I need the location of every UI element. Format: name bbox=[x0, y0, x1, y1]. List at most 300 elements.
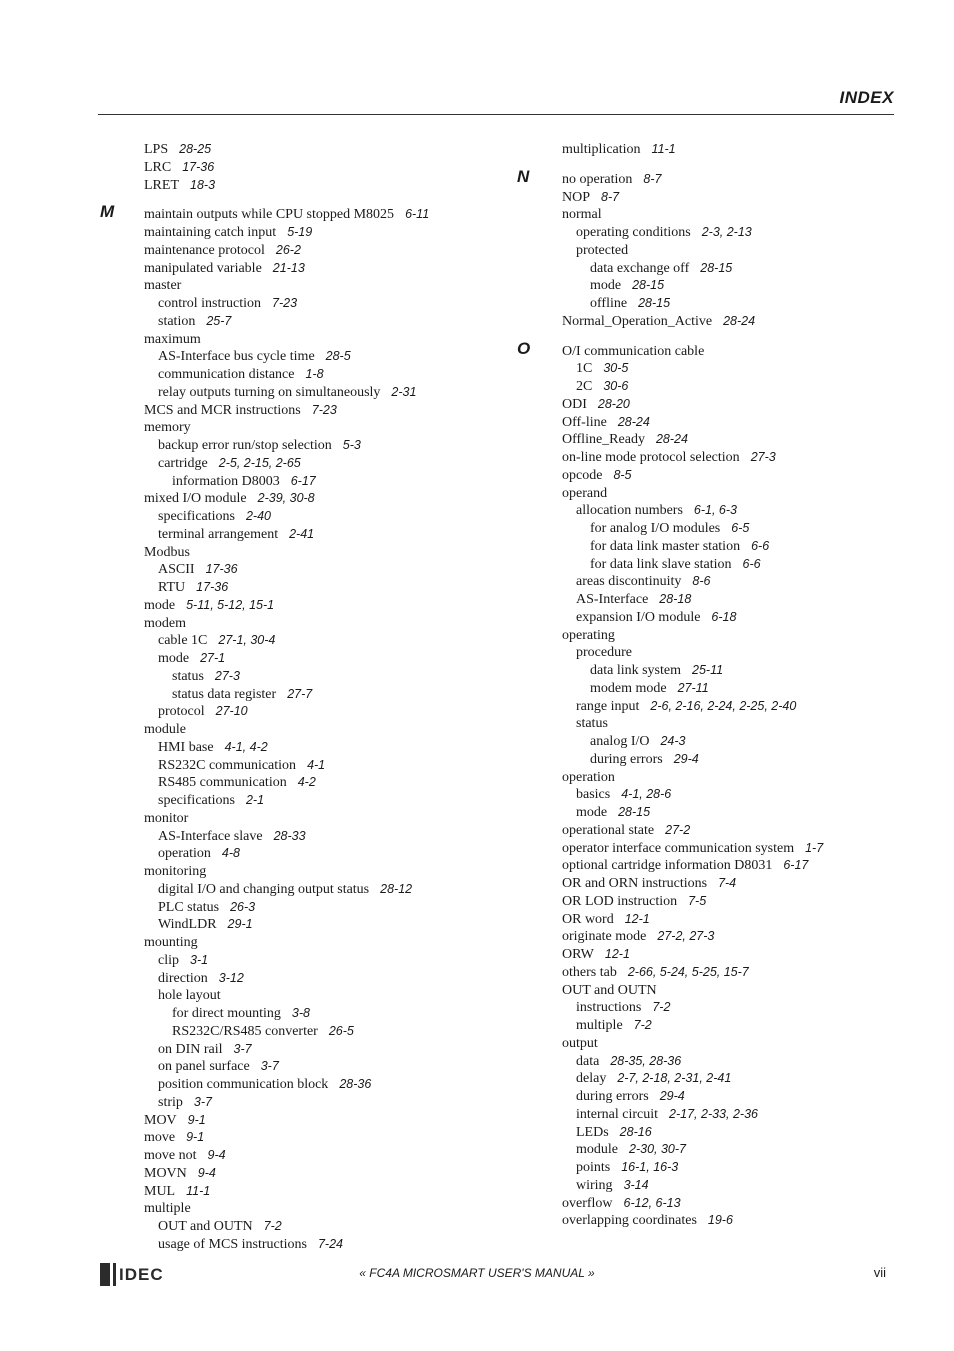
index-term: MUL bbox=[144, 1183, 176, 1199]
index-term: NOP bbox=[562, 189, 591, 205]
index-page-ref: 28-20 bbox=[597, 396, 630, 411]
index-term: 2C bbox=[576, 379, 593, 394]
index-entry bbox=[562, 893, 902, 911]
index-term: LPS bbox=[144, 142, 169, 157]
index-term: output bbox=[562, 1035, 598, 1051]
index-term: backup error run/stop selection bbox=[158, 438, 332, 453]
index-entry bbox=[144, 863, 514, 881]
index-page-ref: 2-7, 2-18, 2-31, 2-41 bbox=[617, 1071, 732, 1086]
index-entry bbox=[562, 911, 902, 929]
index-term: MOVN bbox=[144, 1165, 187, 1181]
index-page-ref: 28-12 bbox=[380, 881, 413, 896]
index-entry bbox=[562, 1177, 902, 1195]
index-term: status data register bbox=[172, 686, 277, 702]
index-entry bbox=[144, 916, 514, 934]
index-term: ODI bbox=[562, 396, 587, 412]
index-entry bbox=[144, 419, 514, 437]
index-entry bbox=[144, 224, 514, 242]
index-page-ref: 2-17, 2-33, 2-36 bbox=[669, 1106, 758, 1121]
index-term: mode bbox=[576, 805, 608, 820]
index-term: MOV bbox=[144, 1112, 177, 1128]
index-page-ref: 12-1 bbox=[624, 911, 650, 926]
index-term: on DIN rail bbox=[158, 1041, 223, 1057]
index-page-ref: 6-12, 6-13 bbox=[623, 1195, 681, 1210]
index-page-ref: 7-23 bbox=[272, 296, 298, 310]
index-page-ref: 27-11 bbox=[677, 680, 709, 695]
index-term: OR LOD instruction bbox=[562, 893, 678, 909]
index-term: multiplication bbox=[562, 142, 641, 157]
index-entry bbox=[144, 277, 514, 295]
index-entry bbox=[562, 206, 902, 224]
index-term: on-line mode protocol selection bbox=[562, 450, 740, 465]
index-term: operational state bbox=[562, 822, 655, 838]
page-number: vii bbox=[873, 1265, 886, 1280]
index-entry bbox=[144, 402, 514, 420]
index-page-ref: 9-4 bbox=[197, 1165, 216, 1180]
index-term: originate mode bbox=[562, 929, 647, 945]
index-term: Off-line bbox=[562, 414, 607, 430]
index-entry bbox=[144, 384, 514, 402]
index-entry bbox=[562, 1141, 902, 1159]
index-entry bbox=[562, 644, 902, 662]
index-page-ref: 21-13 bbox=[272, 260, 305, 275]
index-entry bbox=[144, 561, 514, 579]
index-page-ref: 6-17 bbox=[290, 473, 316, 488]
index-term: operating conditions bbox=[576, 225, 691, 240]
index-term: modem mode bbox=[590, 680, 667, 696]
index-page-ref: 28-15 bbox=[632, 278, 665, 293]
index-term: operation bbox=[158, 846, 211, 862]
index-entry bbox=[144, 597, 514, 615]
index-term: operation bbox=[562, 769, 615, 785]
index-entry bbox=[562, 360, 902, 378]
index-term: RS232C communication bbox=[158, 757, 297, 773]
index-entry bbox=[562, 1035, 902, 1053]
index-entry bbox=[144, 792, 514, 810]
index-term: expansion I/O module bbox=[576, 609, 701, 625]
index-term: MCS and MCR instructions bbox=[144, 402, 301, 418]
index-page-ref: 6-11 bbox=[405, 207, 430, 222]
index-term: ORW bbox=[562, 947, 594, 962]
index-entry bbox=[562, 538, 902, 556]
index-term: offline bbox=[590, 296, 628, 311]
index-entry bbox=[562, 946, 902, 964]
index-entry bbox=[562, 1106, 902, 1124]
index-page-ref: 9-4 bbox=[207, 1148, 226, 1162]
index-entry bbox=[562, 1195, 902, 1213]
index-term: allocation numbers bbox=[576, 503, 683, 519]
index-entry bbox=[144, 1094, 514, 1112]
index-entry bbox=[144, 295, 514, 313]
index-page-ref: 3-7 bbox=[193, 1094, 212, 1109]
index-term: for direct mounting bbox=[172, 1006, 281, 1021]
index-term: hole layout bbox=[158, 988, 221, 1004]
index-page-ref: 3-1 bbox=[190, 952, 209, 967]
index-page-ref: 6-5 bbox=[731, 521, 750, 535]
index-entry bbox=[144, 242, 514, 260]
index-entry bbox=[144, 1023, 514, 1041]
index-term: specifications bbox=[158, 509, 235, 524]
index-page-ref: 12-1 bbox=[604, 947, 630, 961]
index-term: direction bbox=[158, 970, 208, 986]
index-term: ASCII bbox=[158, 562, 195, 578]
index-entry bbox=[144, 1200, 514, 1218]
section-letter-m: M bbox=[100, 202, 115, 221]
index-term: operator interface communication system bbox=[562, 840, 795, 856]
index-entry bbox=[562, 840, 902, 858]
index-page-ref: 3-14 bbox=[623, 1177, 649, 1192]
index-term: terminal arrangement bbox=[158, 526, 279, 542]
index-entry bbox=[144, 1112, 514, 1130]
index-entry bbox=[562, 242, 902, 260]
index-entry bbox=[144, 632, 514, 650]
index-page-ref: 28-25 bbox=[179, 142, 212, 156]
index-term: operand bbox=[562, 485, 608, 501]
index-entry bbox=[144, 1236, 514, 1254]
index-page-ref: 3-12 bbox=[218, 970, 244, 985]
index-term: analog I/O bbox=[590, 734, 650, 749]
index-entry bbox=[562, 141, 902, 159]
index-page-ref: 4-2 bbox=[297, 775, 316, 790]
index-term: no operation bbox=[562, 171, 633, 187]
index-page-ref: 19-6 bbox=[707, 1213, 733, 1228]
index-page-ref: 28-24 bbox=[723, 313, 756, 328]
index-entry bbox=[144, 739, 514, 757]
index-entry bbox=[144, 881, 514, 899]
index-entry bbox=[144, 1041, 514, 1059]
index-entry bbox=[144, 313, 514, 331]
index-term: position communication block bbox=[158, 1077, 329, 1092]
index-page-ref: 5-3 bbox=[342, 438, 361, 452]
index-term: relay outputs turning on simultaneously bbox=[158, 384, 381, 400]
index-term: procedure bbox=[576, 645, 632, 661]
index-page-ref: 27-7 bbox=[287, 686, 313, 701]
index-page-ref: 9-1 bbox=[187, 1112, 206, 1127]
index-page-ref: 6-17 bbox=[783, 858, 809, 873]
index-page-ref: 7-5 bbox=[688, 893, 707, 908]
index-entry bbox=[562, 1053, 902, 1071]
index-page-ref: 2-1 bbox=[245, 793, 265, 807]
idec-logo-text: IDEC bbox=[119, 1264, 164, 1284]
index-term: move not bbox=[144, 1148, 197, 1163]
index-entry bbox=[562, 467, 902, 485]
index-term: data exchange off bbox=[590, 260, 690, 276]
index-term: LEDs bbox=[576, 1124, 609, 1140]
index-entry bbox=[562, 822, 902, 840]
section-letter-n: N bbox=[517, 167, 530, 186]
index-page-ref: 17-36 bbox=[196, 580, 229, 594]
index-term: for analog I/O modules bbox=[590, 521, 721, 536]
index-entry bbox=[144, 970, 514, 988]
index-term: OR and ORN instructions bbox=[562, 876, 708, 891]
index-term: station bbox=[158, 313, 196, 329]
index-term: WindLDR bbox=[158, 917, 217, 933]
index-entry bbox=[562, 556, 902, 574]
index-entry bbox=[144, 1183, 514, 1201]
index-entry bbox=[144, 668, 514, 686]
index-entry bbox=[144, 686, 514, 704]
page-header-title: INDEX bbox=[839, 88, 894, 107]
index-page-ref: 8-7 bbox=[643, 171, 662, 186]
index-term: instructions bbox=[576, 1000, 642, 1016]
index-entry bbox=[144, 650, 514, 668]
index-entry bbox=[562, 573, 902, 591]
index-page-ref: 29-1 bbox=[227, 917, 253, 932]
index-term: multiple bbox=[144, 1201, 191, 1217]
index-column-right bbox=[562, 141, 902, 1230]
index-entry bbox=[144, 508, 514, 526]
index-term: O/I communication cable bbox=[562, 343, 705, 359]
index-entry bbox=[144, 206, 514, 224]
index-page-ref: 1-8 bbox=[305, 367, 324, 381]
index-term: maximum bbox=[144, 331, 201, 347]
index-page-ref: 27-10 bbox=[215, 704, 248, 719]
index-page-ref: 27-2, 27-3 bbox=[657, 929, 715, 944]
index-page-ref: 11-1 bbox=[651, 142, 676, 156]
index-entry bbox=[562, 414, 902, 432]
index-page-ref: 6-6 bbox=[742, 556, 761, 571]
index-entry bbox=[144, 757, 514, 775]
index-term: module bbox=[144, 722, 186, 737]
index-entry bbox=[562, 485, 902, 503]
index-entry bbox=[562, 189, 902, 207]
index-page-ref: 28-15 bbox=[700, 260, 733, 275]
index-term: protected bbox=[576, 242, 629, 258]
index-entry bbox=[562, 680, 902, 698]
index-page-ref: 7-24 bbox=[317, 1236, 343, 1251]
index-term: modem bbox=[144, 615, 186, 631]
index-term: mode bbox=[590, 278, 622, 294]
index-entry bbox=[562, 396, 902, 414]
index-term: Normal_Operation_Active bbox=[562, 313, 713, 329]
index-page-ref: 4-1 bbox=[307, 757, 326, 772]
index-term: Modbus bbox=[144, 544, 190, 560]
index-entry bbox=[144, 1005, 514, 1023]
index-entry bbox=[144, 141, 514, 159]
index-entry bbox=[144, 366, 514, 384]
index-term: Offline_Ready bbox=[562, 432, 645, 448]
index-entry bbox=[144, 1058, 514, 1076]
index-page-ref: 28-5 bbox=[325, 349, 351, 364]
index-entry bbox=[562, 857, 902, 875]
index-term: data bbox=[576, 1053, 600, 1069]
index-term: points bbox=[576, 1160, 611, 1175]
index-entry bbox=[562, 733, 902, 751]
index-entry bbox=[562, 751, 902, 769]
index-page-ref: 2-30, 30-7 bbox=[629, 1142, 686, 1157]
index-term: RS485 communication bbox=[158, 775, 287, 791]
index-page-ref: 7-2 bbox=[263, 1219, 282, 1233]
index-page-ref: 27-1, 30-4 bbox=[218, 633, 276, 648]
index-page-ref: 4-1, 4-2 bbox=[224, 739, 268, 754]
index-page-ref: 9-1 bbox=[186, 1130, 205, 1145]
index-entry bbox=[562, 804, 902, 822]
index-entry bbox=[562, 875, 902, 893]
index-page-ref: 26-2 bbox=[275, 242, 301, 257]
index-page-ref: 27-2 bbox=[665, 822, 691, 837]
index-page-ref: 7-2 bbox=[652, 1000, 671, 1015]
index-entry bbox=[144, 348, 514, 366]
index-term: memory bbox=[144, 420, 191, 436]
index-page-ref: 7-4 bbox=[718, 876, 737, 890]
index-term: AS-Interface slave bbox=[158, 828, 263, 844]
index-term: maintenance protocol bbox=[144, 242, 265, 258]
index-entry bbox=[562, 277, 902, 295]
index-term: operating bbox=[562, 627, 615, 643]
index-entry bbox=[144, 579, 514, 597]
index-entry bbox=[144, 331, 514, 349]
index-page-ref: 28-18 bbox=[659, 592, 692, 606]
index-entry bbox=[562, 999, 902, 1017]
index-term: normal bbox=[562, 207, 602, 223]
index-entry bbox=[562, 502, 902, 520]
index-term: for data link master station bbox=[590, 538, 741, 554]
index-term: protocol bbox=[158, 704, 205, 720]
index-page-ref: 2-31 bbox=[391, 384, 417, 399]
index-term: data link system bbox=[590, 663, 681, 678]
index-page-ref: 25-7 bbox=[206, 313, 232, 328]
index-page-ref: 28-35, 28-36 bbox=[610, 1053, 682, 1068]
index-page-ref: 17-36 bbox=[182, 159, 215, 174]
index-entry bbox=[144, 774, 514, 792]
index-term: maintaining catch input bbox=[144, 225, 277, 240]
index-term: overlapping coordinates bbox=[562, 1213, 697, 1229]
index-entry bbox=[144, 899, 514, 917]
index-entry bbox=[144, 952, 514, 970]
index-term: LRET bbox=[144, 177, 179, 193]
header-rule bbox=[98, 114, 894, 115]
index-page-ref: 4-1, 28-6 bbox=[621, 787, 672, 802]
index-entry bbox=[144, 260, 514, 278]
index-term: monitor bbox=[144, 810, 189, 826]
index-page-ref: 28-15 bbox=[638, 296, 671, 310]
index-entry bbox=[562, 1088, 902, 1106]
index-entry bbox=[562, 343, 902, 361]
index-term: basics bbox=[576, 787, 611, 803]
index-term: overflow bbox=[562, 1195, 613, 1211]
index-entry bbox=[562, 1159, 902, 1177]
index-page-ref: 26-5 bbox=[328, 1023, 354, 1038]
index-entry bbox=[144, 934, 514, 952]
index-page-ref: 16-1, 16-3 bbox=[621, 1160, 679, 1174]
index-entry bbox=[144, 1147, 514, 1165]
index-entry bbox=[144, 177, 514, 195]
index-page-ref: 28-33 bbox=[273, 828, 306, 843]
index-term: cable 1C bbox=[158, 633, 208, 649]
index-entry bbox=[144, 159, 514, 177]
index-entry bbox=[562, 786, 902, 804]
index-term: multiple bbox=[576, 1018, 623, 1033]
index-page-ref: 5-11, 5-12, 15-1 bbox=[186, 597, 275, 612]
index-term: manipulated variable bbox=[144, 260, 262, 276]
index-term: status bbox=[172, 668, 204, 684]
index-page-ref: 4-8 bbox=[221, 846, 240, 861]
index-entry bbox=[144, 490, 514, 508]
index-entry bbox=[144, 845, 514, 863]
index-term: LRC bbox=[144, 159, 172, 175]
index-page-ref: 18-3 bbox=[190, 177, 216, 192]
index-term: 1C bbox=[576, 361, 593, 377]
index-term: areas discontinuity bbox=[576, 574, 682, 590]
index-term: OR word bbox=[562, 911, 614, 927]
index-column-left bbox=[144, 141, 514, 1254]
index-page-ref: 8-6 bbox=[692, 574, 711, 589]
index-term: digital I/O and changing output status bbox=[158, 881, 370, 897]
index-page-ref: 25-11 bbox=[692, 663, 724, 677]
index-term: OUT and OUTN bbox=[562, 982, 657, 998]
index-entry bbox=[562, 769, 902, 787]
index-term: status bbox=[576, 716, 608, 732]
index-page-ref: 27-1 bbox=[200, 651, 226, 665]
index-term: mode bbox=[144, 597, 176, 613]
index-entry bbox=[144, 1165, 514, 1183]
index-entry bbox=[562, 520, 902, 538]
index-page-ref: 2-41 bbox=[289, 526, 315, 541]
index-page-ref: 6-1, 6-3 bbox=[693, 503, 738, 518]
index-entry bbox=[562, 662, 902, 680]
index-entry bbox=[562, 964, 902, 982]
index-term: monitoring bbox=[144, 864, 207, 879]
index-term: others tab bbox=[562, 964, 617, 980]
index-term: maintain outputs while CPU stopped M8025 bbox=[144, 207, 395, 223]
index-page-ref: 7-2 bbox=[633, 1018, 652, 1032]
index-term: on panel surface bbox=[158, 1059, 250, 1075]
index-page-ref: 27-3 bbox=[214, 668, 240, 683]
index-term: during errors bbox=[576, 1089, 649, 1104]
index-term: OUT and OUTN bbox=[158, 1219, 253, 1234]
index-term: range input bbox=[576, 698, 640, 714]
index-page-ref: 29-4 bbox=[673, 751, 699, 766]
index-page-ref: 30-6 bbox=[603, 379, 629, 393]
index-entry bbox=[562, 1017, 902, 1035]
index-term: AS-Interface bus cycle time bbox=[158, 349, 315, 365]
index-page-ref: 26-3 bbox=[230, 899, 256, 914]
index-page-ref: 2-40 bbox=[245, 509, 272, 523]
index-term: during errors bbox=[590, 751, 663, 767]
index-entry bbox=[562, 715, 902, 733]
index-entry bbox=[562, 260, 902, 278]
index-term: RTU bbox=[158, 580, 186, 595]
index-page-ref: 3-7 bbox=[260, 1059, 279, 1074]
index-entry bbox=[144, 1129, 514, 1147]
index-entry bbox=[562, 171, 902, 189]
index-entry bbox=[562, 378, 902, 396]
index-page-ref: 11-1 bbox=[186, 1183, 211, 1198]
index-entry bbox=[144, 544, 514, 562]
index-page-ref: 29-4 bbox=[659, 1089, 685, 1103]
index-page-ref: 3-7 bbox=[233, 1041, 252, 1056]
index-entry bbox=[562, 982, 902, 1000]
index-entry bbox=[144, 810, 514, 828]
index-entry bbox=[144, 703, 514, 721]
index-term: module bbox=[576, 1142, 618, 1158]
index-entry bbox=[562, 1124, 902, 1142]
index-entry bbox=[562, 295, 902, 313]
manual-title: « FC4A MICROSMART USER'S MANUAL » bbox=[359, 1266, 595, 1280]
index-term: control instruction bbox=[158, 296, 262, 311]
index-term: RS232C/RS485 converter bbox=[172, 1023, 318, 1039]
index-page-ref: 28-15 bbox=[618, 805, 651, 819]
index-entry bbox=[562, 698, 902, 716]
index-term: wiring bbox=[576, 1177, 613, 1193]
index-entry bbox=[144, 473, 514, 491]
index-page-ref: 5-19 bbox=[287, 225, 313, 239]
index-page-ref: 2-39, 30-8 bbox=[257, 491, 315, 506]
index-term: delay bbox=[576, 1071, 607, 1087]
index-entry bbox=[562, 1070, 902, 1088]
index-page-ref: 27-3 bbox=[750, 450, 776, 464]
index-page-ref: 2-5, 2-15, 2-65 bbox=[218, 455, 301, 470]
